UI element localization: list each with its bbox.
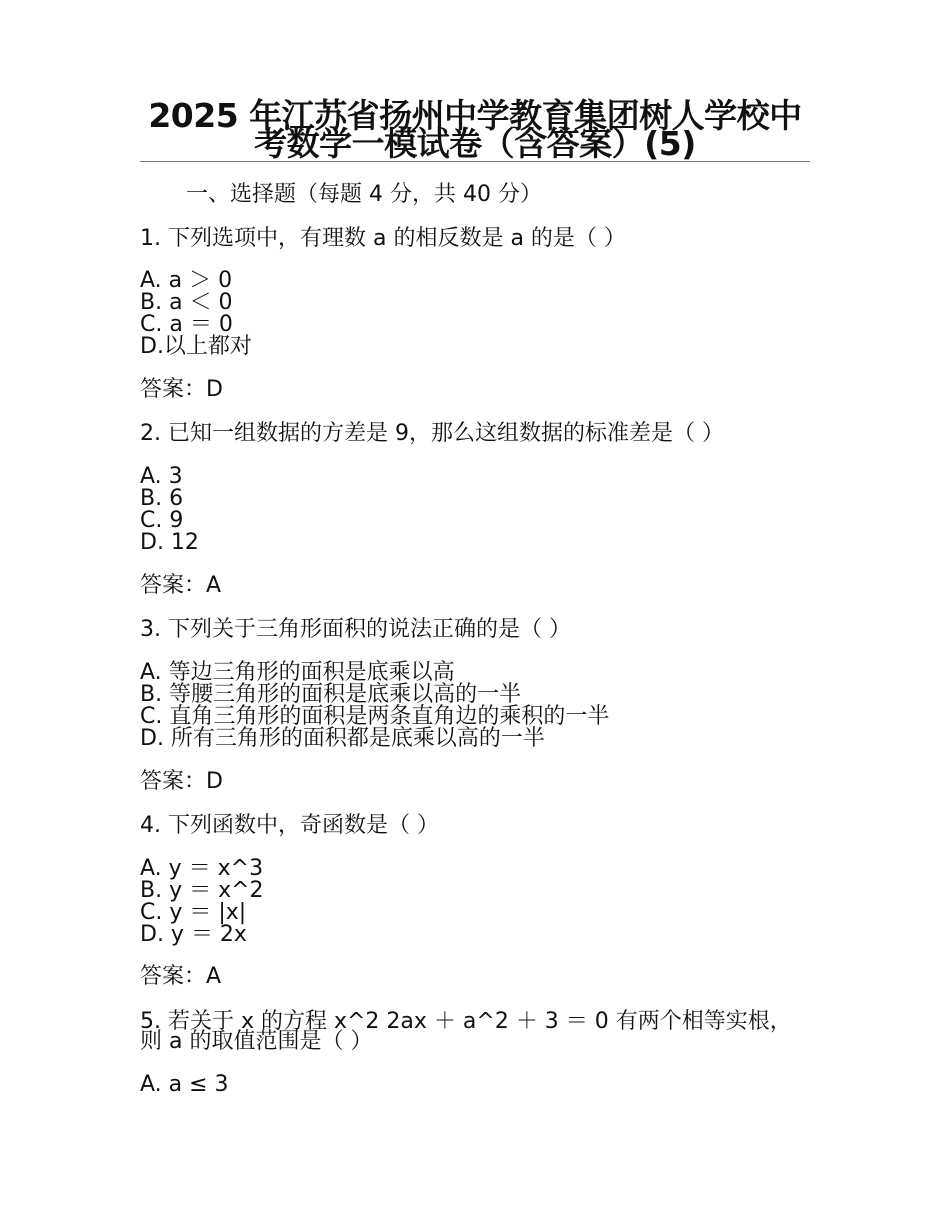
question-2-option-c: C. 9 (140, 508, 184, 533)
question-3-option-d: D. 所有三角形的面积都是底乘以高的一半 (140, 726, 545, 751)
question-3-answer: 答案：D (140, 769, 223, 794)
question-1-option-a: A. a ＞ 0 (140, 268, 233, 293)
question-3-option-b: B. 等腰三角形的面积是底乘以高的一半 (140, 682, 522, 707)
question-5-options (140, 1074, 800, 1096)
question-3-stem: 3. 下列关于三角形面积的说法正确的是（ ） (140, 617, 571, 642)
question-4-answer: 答案：A (140, 964, 222, 989)
question-2-options (140, 466, 800, 554)
question-3-option-a: A. 等边三角形的面积是底乘以高 (140, 660, 455, 685)
question-4-option-a: A. y ＝ x^3 (140, 856, 264, 881)
question-4-option-d: D. y ＝ 2x (140, 922, 247, 947)
question-4-option-b: B. y ＝ x^2 (140, 878, 264, 903)
question-2-stem: 2. 已知一组数据的方差是 9，那么这组数据的标准差是（ ） (140, 421, 724, 446)
question-5-option-a: A. a ≤ 3 (140, 1072, 229, 1097)
question-2-option-b: B. 6 (140, 486, 184, 511)
title-divider (140, 161, 810, 162)
question-2-option-d: D. 12 (140, 530, 199, 555)
question-3-options (140, 662, 800, 750)
question-1-stem: 1. 下列选项中，有理数 a 的相反数是 a 的是（ ） (140, 226, 626, 251)
question-1-option-c: C. a ＝ 0 (140, 312, 233, 337)
question-5-stem: 5. 若关于 x 的方程 x^2 2ax ＋ a^2 ＋ 3 ＝ 0 有两个相等实根，则 a 的取值范围是（ ） (140, 1009, 792, 1054)
question-4-options (140, 858, 800, 946)
question-2-option-a: A. 3 (140, 464, 183, 489)
question-1-option-b: B. a ＜ 0 (140, 290, 233, 315)
question-3-option-c: C. 直角三角形的面积是两条直角边的乘积的一半 (140, 704, 610, 729)
section-heading: 一、选择题（每题 4 分，共 40 分） (186, 182, 542, 207)
question-4-option-c: C. y ＝ |x| (140, 900, 247, 925)
question-1-options (140, 270, 800, 358)
question-1-answer: 答案：D (140, 377, 223, 402)
question-4-stem: 4. 下列函数中，奇函数是（ ） (140, 813, 439, 838)
document-title: 2025 年江苏省扬州中学教育集团树人学校中考数学一模试卷（含答案）(5) (148, 96, 802, 163)
question-2-answer: 答案：A (140, 573, 222, 598)
question-1-option-d: D.以上都对 (140, 334, 252, 359)
